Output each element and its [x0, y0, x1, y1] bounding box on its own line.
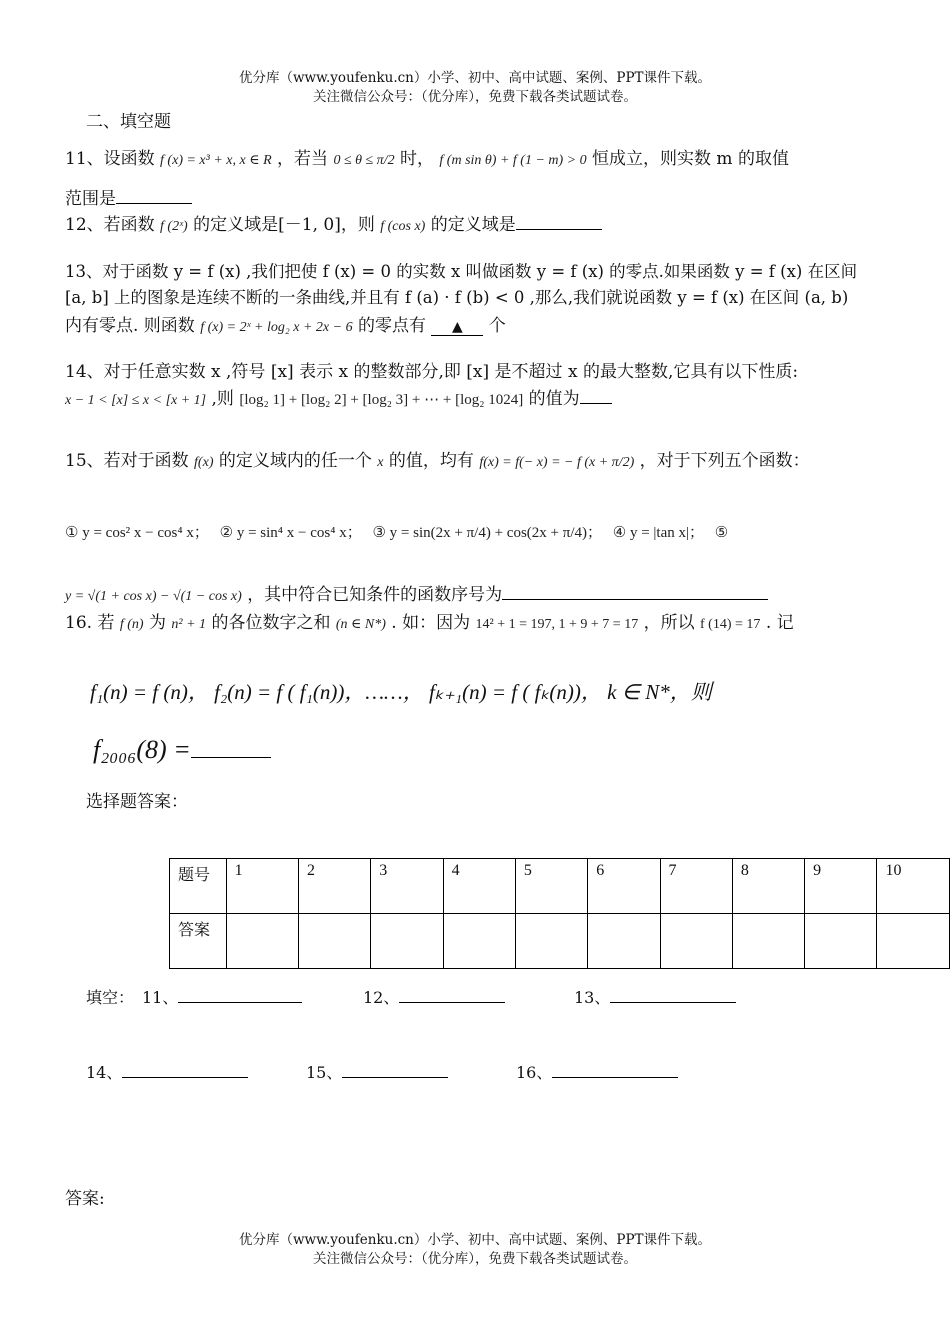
question-11-line-2	[65, 184, 192, 209]
fill-blank-14-line[interactable]	[122, 1061, 248, 1078]
q15-tail: ，其中符合已知条件的函数序号为	[247, 585, 503, 605]
q11-num: 11、设函数	[65, 149, 155, 169]
q15-line-3	[65, 580, 768, 605]
table-number-cell: 8	[732, 859, 804, 914]
fill-blank-14	[86, 1060, 248, 1083]
q12-text-1: 的定义域是[－1, 0]，则	[193, 215, 375, 235]
fill-blank-13	[574, 985, 736, 1008]
fill-blank-16	[516, 1060, 678, 1083]
table-number-cell: 7	[660, 859, 732, 914]
table-answer-cell[interactable]	[732, 914, 804, 969]
q15-line-1	[65, 446, 810, 471]
footer-line-2: 关注微信公众号：（优分库），免费下载各类试题试卷。	[313, 1251, 637, 1267]
header-line-1: 优分库（www.youfenku.cn）小学、初中、高中试题、案例、PPT课件下载。	[238, 70, 712, 86]
answer-label: 答案:	[65, 1189, 105, 1209]
table-answer-cell[interactable]	[515, 914, 587, 969]
q16-expr-3: (n ∈ N*)	[335, 617, 386, 632]
section-title: 二、填空题	[86, 112, 171, 132]
table-answer-cell[interactable]	[371, 914, 443, 969]
table-answer-cell[interactable]	[805, 914, 877, 969]
fill-blank-12	[363, 985, 505, 1008]
q15-func-2: ② y = sin⁴ x − cos⁴ x；	[219, 525, 362, 541]
q16-line-1a: 16. 若	[65, 613, 115, 633]
table-answer-cell[interactable]	[226, 914, 298, 969]
q13-expr: f (x) = 2ˣ + log₂ x + 2x − 6	[200, 320, 353, 335]
fill-blank-12-label: 12、	[363, 988, 400, 1007]
q16-text-2: 的各位数字之和	[211, 613, 331, 633]
q14-line-1: 14、对于任意实数 x ,符号 [x] 表示 x 的整数部分,即 [x] 是不超过 x 的最大整数,它具有以下性质:	[65, 362, 799, 382]
fill-blank-13-label: 13、	[574, 988, 611, 1007]
q14-text-2: 的值为	[528, 389, 580, 409]
q11-expr-3: f (m sin θ) + f (1 − m) > 0	[439, 153, 587, 168]
table-answer-cell[interactable]	[298, 914, 370, 969]
q12-text-2: 的定义域是	[430, 215, 516, 235]
fill-blank-13-line[interactable]	[610, 986, 736, 1003]
q16-text-4: ，所以	[643, 613, 695, 633]
q12-expr-2: f (cos x)	[380, 219, 426, 234]
q15-line-1a: 15、若对于函数	[65, 451, 189, 471]
q16-text-3: . 如：因为	[391, 613, 471, 633]
table-number-cell: 6	[588, 859, 660, 914]
q11-text-1: ，若当	[277, 149, 329, 169]
footer-line-1: 优分库（www.youfenku.cn）小学、初中、高中试题、案例、PPT课件下载。	[238, 1232, 712, 1248]
q13-line-2: [a, b] 上的图象是连续不断的一条曲线,并且有 f (a) · f (b) < 0 ,那么,我们就说函数 y = f (x) 在区间 (a, b)	[65, 288, 849, 307]
table-number-cell: 1	[226, 859, 298, 914]
q14-line-2	[65, 384, 612, 409]
q14-text-1: ,则	[211, 389, 234, 409]
table-number-cell: 5	[515, 859, 587, 914]
q16-line-3	[93, 735, 271, 765]
q16-expr-2: n² + 1	[171, 617, 207, 632]
q12-num: 12、若函数	[65, 215, 155, 235]
q11-expr-2: 0 ≤ θ ≤ π/2	[333, 153, 395, 168]
q13-line-3c: 个	[488, 316, 506, 336]
table-number-cell: 10	[877, 859, 950, 914]
q15-answer-blank	[502, 585, 768, 600]
answer-table	[169, 858, 950, 969]
table-number-cell: 3	[371, 859, 443, 914]
table-answer-cell[interactable]	[660, 914, 732, 969]
table-answer-cell[interactable]	[877, 914, 950, 969]
fill-blank-15-label: 15、	[306, 1063, 343, 1082]
q15-expr-1: f(x)	[194, 455, 214, 470]
table-number-cell: 2	[298, 859, 370, 914]
q11-text-4: 范围是	[65, 189, 116, 209]
fill-blank-11-label: 11、	[142, 988, 179, 1007]
q13-line-3b: 的零点有	[357, 316, 426, 336]
table-head-number: 题号	[170, 859, 227, 914]
fill-blank-16-label: 16、	[516, 1063, 553, 1082]
fill-blank-15	[306, 1060, 448, 1083]
q11-answer-blank	[116, 189, 192, 204]
q14-answer-blank	[580, 389, 612, 404]
q12-answer-blank	[516, 215, 602, 230]
q15-func-4: ④ y = |tan x|；	[612, 525, 705, 541]
q15-expr-3: f(x) = f(− x) = − f (x + π/2)	[479, 455, 635, 470]
question-11	[65, 144, 789, 169]
q16-expr-1: f (n)	[119, 617, 144, 632]
q15-line-1d: ，对于下列五个函数：	[639, 451, 810, 471]
q13-line-3a: 内有零点. 则函数	[65, 316, 195, 336]
q14-expr-1: x − 1 < [x] ≤ x < [x + 1]	[65, 393, 207, 408]
q11-text-3: 恒成立，则实数 m 的取值	[592, 149, 789, 169]
q16-text-5: . 记	[765, 613, 794, 633]
fill-blank-15-line[interactable]	[342, 1061, 448, 1078]
table-answer-cell[interactable]	[443, 914, 515, 969]
q16-line-1	[65, 608, 794, 633]
q16-expr-4: 14² + 1 = 197, 1 + 9 + 7 = 17	[475, 617, 639, 632]
question-12	[65, 210, 602, 235]
q15-func-3: ③ y = sin(2x + π/4) + cos(2x + π/4)；	[372, 525, 602, 541]
table-number-cell: 9	[805, 859, 877, 914]
q13-line-1: 13、对于函数 y = f (x) ,我们把使 f (x) = 0 的实数 x 叫做函数 y = f (x) 的零点.如果函数 y = f (x) 在区间	[65, 262, 858, 281]
choice-answer-title: 选择题答案：	[86, 792, 188, 812]
q16-line-2: f₁(n) = f (n)， f₂(n) = f ( f₁(n))，……， fₖ₊₁(n) = f ( fₖ(n))， k ∈ N*，则	[90, 680, 712, 704]
q15-functions-line	[65, 521, 728, 542]
q11-text-2: 时，	[400, 149, 434, 169]
q16-answer-blank	[191, 737, 271, 758]
answer-table-row-answers	[170, 914, 950, 969]
q16-expr-5: f (14) = 17	[700, 617, 761, 632]
answer-table-row-numbers	[170, 859, 950, 914]
table-answer-cell[interactable]	[588, 914, 660, 969]
q16-text-1: 为	[148, 613, 166, 633]
q15-func-5-expr: y = √(1 + cos x) − √(1 − cos x)	[65, 589, 242, 604]
fill-blank-11	[142, 985, 302, 1008]
q16-expr-final: f₂₀₀₆(8) =	[93, 735, 191, 764]
q13-line-3	[65, 311, 506, 336]
table-number-cell: 4	[443, 859, 515, 914]
q15-func-1: ① y = cos² x − cos⁴ x；	[65, 525, 209, 541]
q12-expr-1: f (2ˣ)	[160, 219, 188, 234]
header-line-2: 关注微信公众号：（优分库），免费下载各类试题试卷。	[313, 89, 637, 105]
q14-expr-2: [log₂ 1] + [log₂ 2] + [log₂ 3] + ⋯ + [log₂ 1024]	[239, 392, 524, 408]
q15-line-1c: 的值，均有	[388, 451, 474, 471]
q13-answer-blank: ▲	[431, 319, 483, 336]
fill-blank-label: 填空：	[86, 988, 135, 1007]
fill-blank-16-line[interactable]	[552, 1061, 678, 1078]
q15-expr-2: x	[377, 455, 384, 470]
q11-expr-1: f (x) = x³ + x, x ∈ R	[160, 153, 272, 168]
q15-line-1b: 的定义域内的任一个	[218, 451, 372, 471]
q15-func-5-mark: ⑤	[714, 525, 729, 541]
table-head-answer: 答案	[170, 914, 227, 969]
fill-blank-12-line[interactable]	[399, 986, 505, 1003]
fill-blank-11-line[interactable]	[178, 986, 302, 1003]
fill-blank-14-label: 14、	[86, 1063, 123, 1082]
